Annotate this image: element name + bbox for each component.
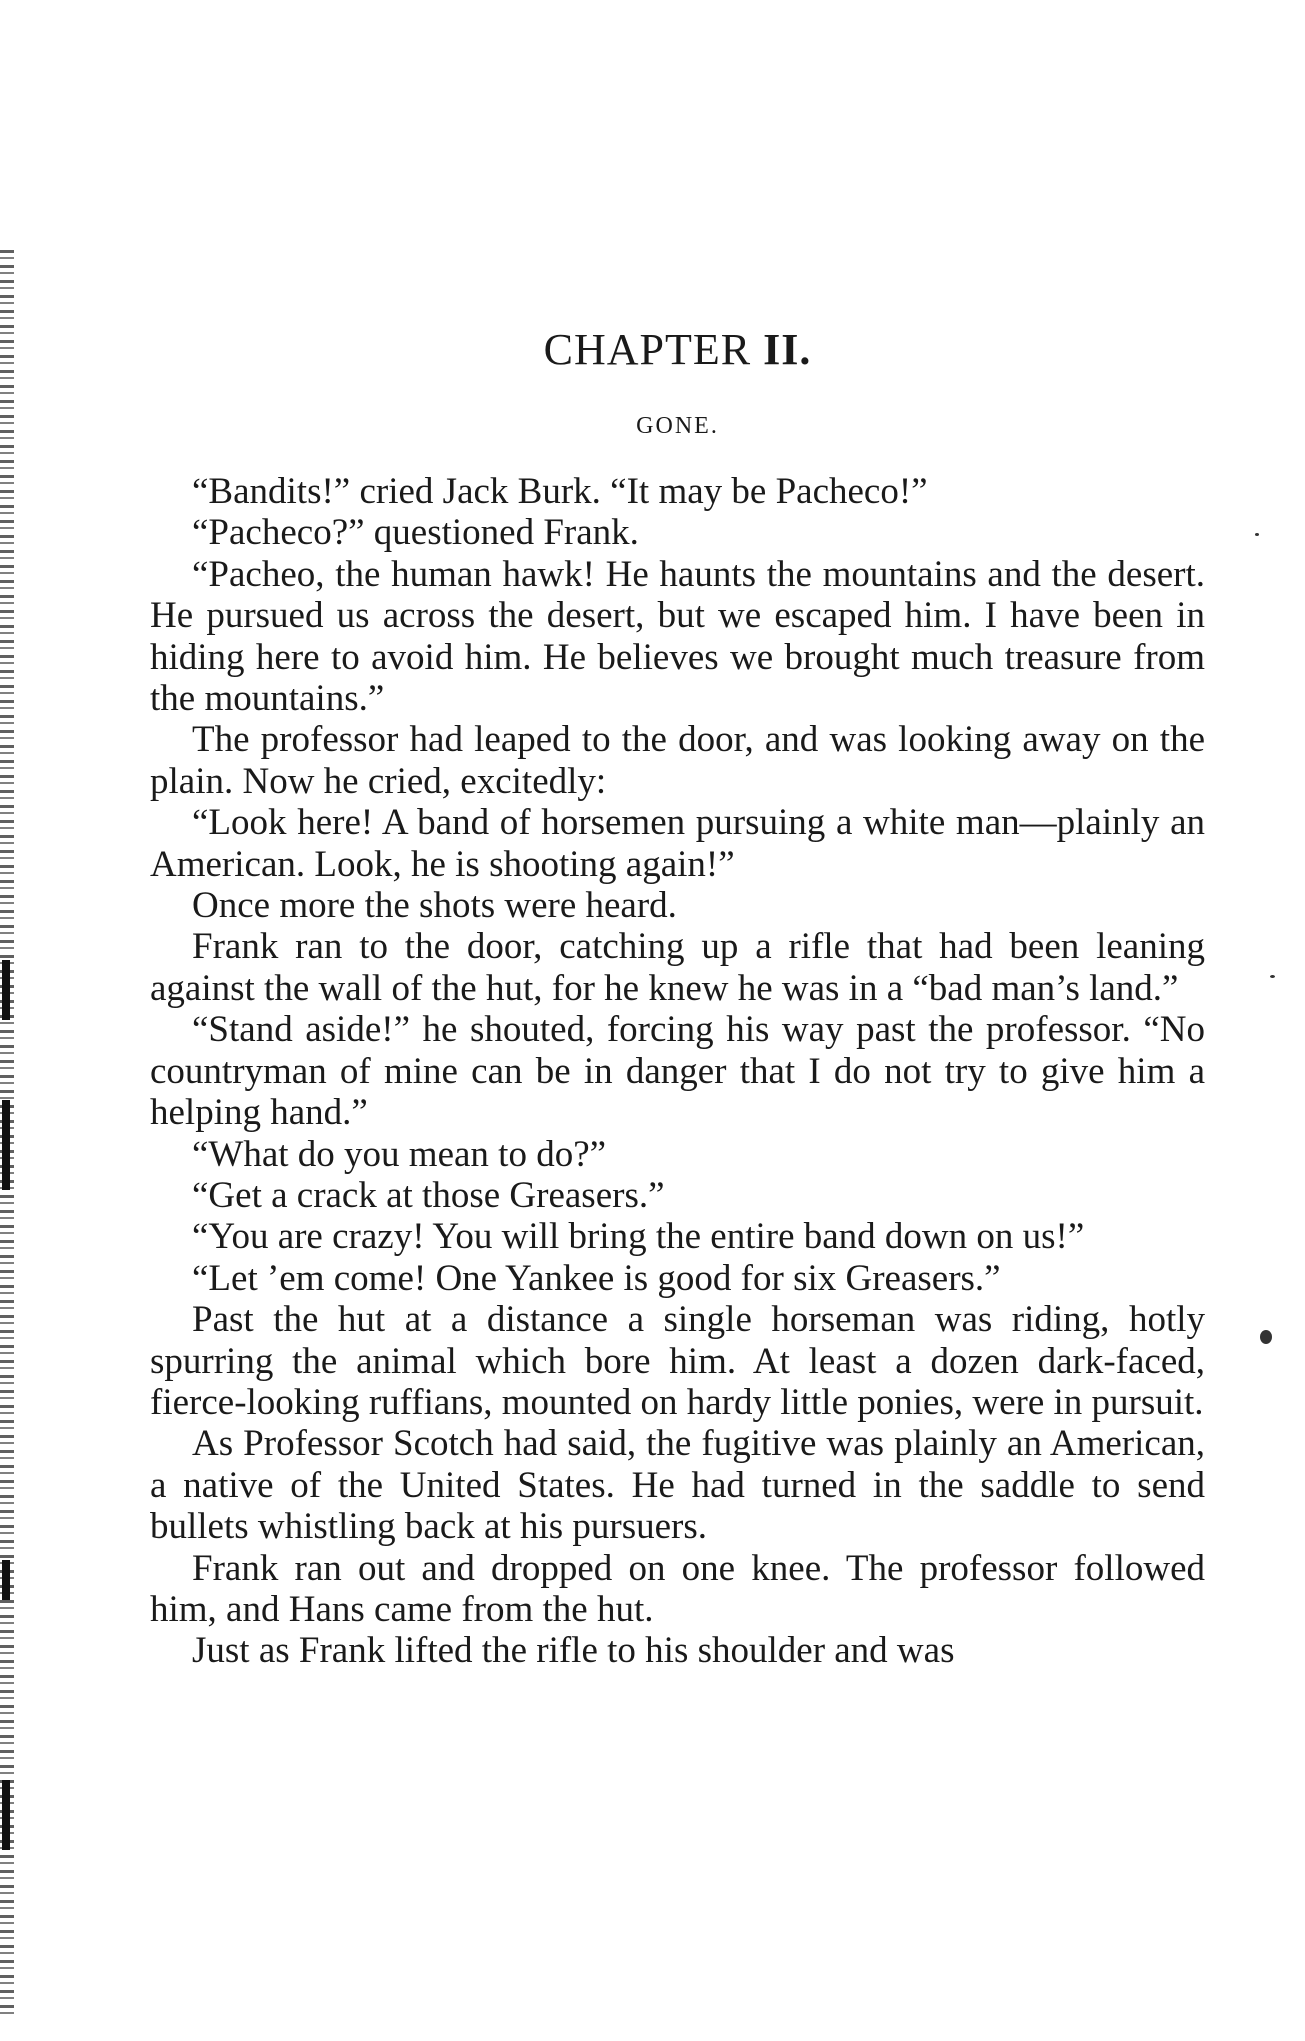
paragraph: “Pacheo, the human hawk! He haunts the mountains and the desert. He pursued us across the desert, but we escaped him. I have been in hiding here to avoid him. He believes we brought much treasure from the mountains.” (150, 553, 1205, 720)
paragraph: The professor had leaped to the door, and was looking away on the plain. Now he cried, excitedly: (150, 719, 1205, 802)
paragraph: Past the hut at a distance a single horseman was riding, hotly spurring the animal which bore him. At least a dozen dark-faced, fierce-looking ruffians, mounted on hardy little ponies, were in pursuit. (150, 1299, 1205, 1423)
binding-shadow (2, 960, 10, 1020)
paragraph: Frank ran to the door, catching up a rifle that had been leaning against the wall of the hut, for he knew he was in a “bad man’s land.” (150, 926, 1205, 1009)
binding-shadow (2, 1560, 10, 1600)
paragraph: Just as Frank lifted the rifle to his shoulder and was (192, 1630, 955, 1672)
paragraph: “You are crazy! You will bring the entire band down on us!” (192, 1216, 1085, 1258)
chapter-heading (150, 325, 1205, 374)
ink-speck (1270, 975, 1275, 978)
paragraph: “Stand aside!” he shouted, forcing his way past the professor. “No countryman of mine can be in danger that I do not try to give him a helping hand.” (150, 1009, 1205, 1134)
paragraph: “Pacheco?” questioned Frank. (192, 512, 639, 554)
paragraph: “Get a crack at those Greasers.” (192, 1174, 665, 1216)
paragraph: Once more the shots were heard. (192, 885, 677, 927)
chapter-label: CHAPTER (543, 325, 752, 374)
chapter-body (150, 471, 1205, 1672)
book-page (150, 0, 1205, 2041)
chapter-number: II. (763, 325, 812, 374)
binding-shadow (2, 1100, 10, 1190)
ink-speck (1260, 1330, 1272, 1344)
binding-shadow (2, 1780, 10, 1850)
paragraph: “Bandits!” cried Jack Burk. “It may be Pacheco!” (192, 471, 928, 512)
paragraph: “What do you mean to do?” (192, 1133, 607, 1175)
paragraph: “Let ’em come! One Yankee is good for six Greasers.” (192, 1257, 1001, 1299)
paragraph: Frank ran out and dropped on one knee. The professor followed him, and Hans came from the hut. (150, 1547, 1205, 1630)
paragraph: As Professor Scotch had said, the fugitive was plainly an American, a native of the United States. He had turned in the saddle to send bullets whistling back at his pursuers. (150, 1423, 1205, 1548)
ink-speck (1255, 533, 1259, 536)
chapter-subtitle: GONE. (636, 413, 719, 439)
paragraph: “Look here! A band of horsemen pursuing a white man—plainly an American. Look, he is shooting again!” (150, 802, 1205, 885)
